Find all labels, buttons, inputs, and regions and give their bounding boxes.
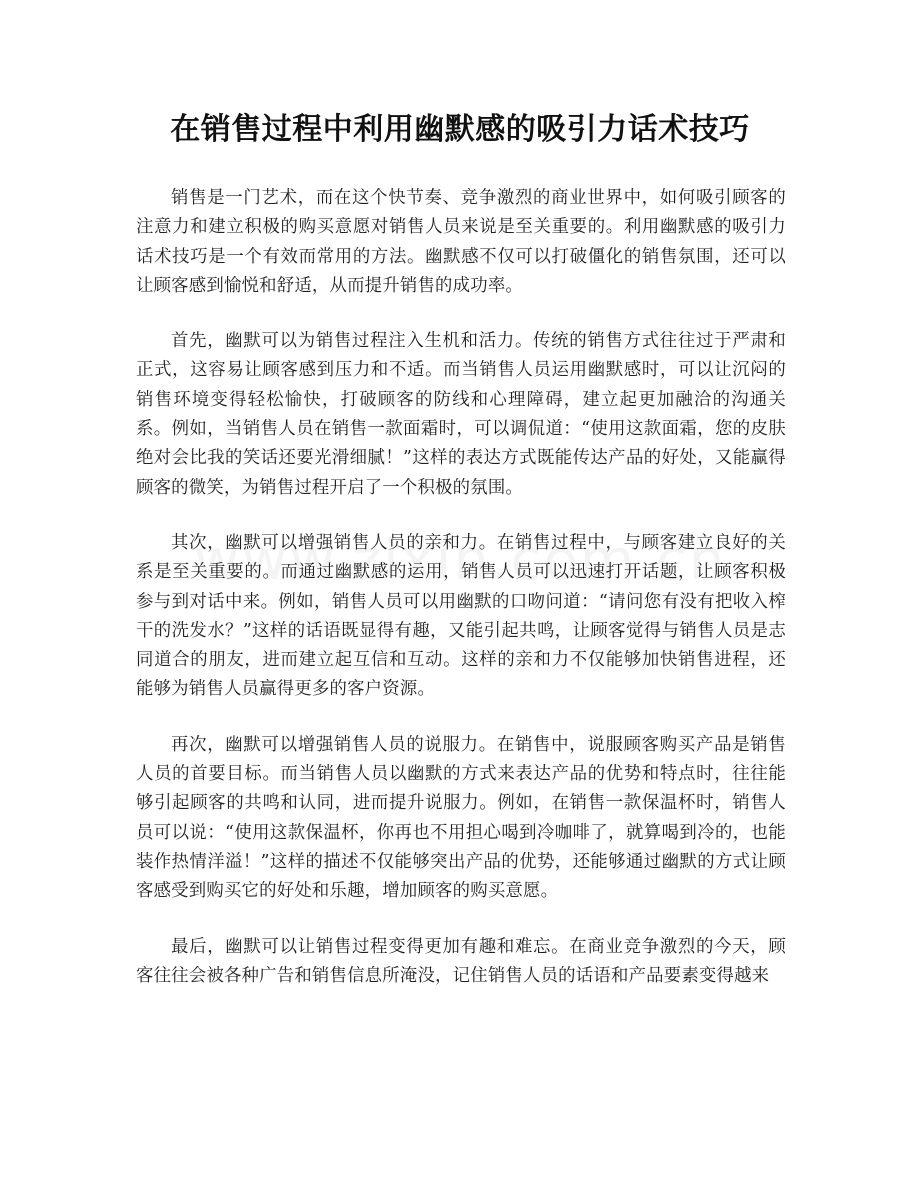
- page-title: 在销售过程中利用幽默感的吸引力话术技巧: [170, 112, 750, 147]
- paragraph-intro: 销售是一门艺术，而在这个快节奏、竞争激烈的商业世界中，如何吸引顾客的注意力和建立积极的购买意愿对销售人员来说是至关重要的。利用幽默感的吸引力话术技巧是一个有效而常用的方法。幽默感不仅可以打破僵化的销售氛围，还可以让顾客感到愉悦和舒适，从而提升销售的成功率。: [136, 188, 786, 296]
- paragraph-second-point: 其次，幽默可以增强销售人员的亲和力。在销售过程中，与顾客建立良好的关系是至关重要的。而通过幽默感的运用，销售人员可以迅速打开话题，让顾客积极参与到对话中来。例如，销售人员可以用幽默的口吻问道：“请问您有没有把收入榨干的洗发水？”这样的话语既显得有趣，又能引起共鸣，让顾客觉得与销售人员是志同道合的朋友，进而建立起互信和互动。这样的亲和力不仅能够加快销售进程，还能够为销售人员赢得更多的客户资源。: [136, 532, 786, 700]
- paragraph-final-point: 最后，幽默可以让销售过程变得更加有趣和难忘。在商业竞争激烈的今天，顾客往往会被各种广告和销售信息所淹没，记住销售人员的话语和产品要素变得越来: [136, 936, 786, 986]
- document-body: [136, 184, 786, 1017]
- paragraph-first-point: 首先，幽默可以为销售过程注入生机和活力。传统的销售方式往往过于严肃和正式，这容易让顾客感到压力和不适。而当销售人员运用幽默感时，可以让沉闷的销售环境变得轻松愉快，打破顾客的防线和心理障碍，建立起更加融洽的沟通关系。例如，当销售人员在销售一款面霜时，可以调侃道：“使用这款面霜，您的皮肤绝对会比我的笑话还要光滑细腻！”这样的表达方式既能传达产品的好处，又能赢得顾客的微笑，为销售过程开启了一个积极的氛围。: [136, 331, 786, 498]
- paragraph-third-point: 再次，幽默可以增强销售人员的说服力。在销售中，说服顾客购买产品是销售人员的首要目标。而当销售人员以幽默的方式来表达产品的优势和特点时，往往能够引起顾客的共鸣和认同，进而提升说服力。例如，在销售一款保温杯时，销售人员可以说：“使用这款保温杯，你再也不用担心喝到冷咖啡了，就算喝到冷的，也能装作热情洋溢！”这样的描述不仅能够突出产品的优势，还能够通过幽默的方式让顾客感受到购买它的好处和乐趣，增加顾客的购买意愿。: [136, 734, 786, 902]
